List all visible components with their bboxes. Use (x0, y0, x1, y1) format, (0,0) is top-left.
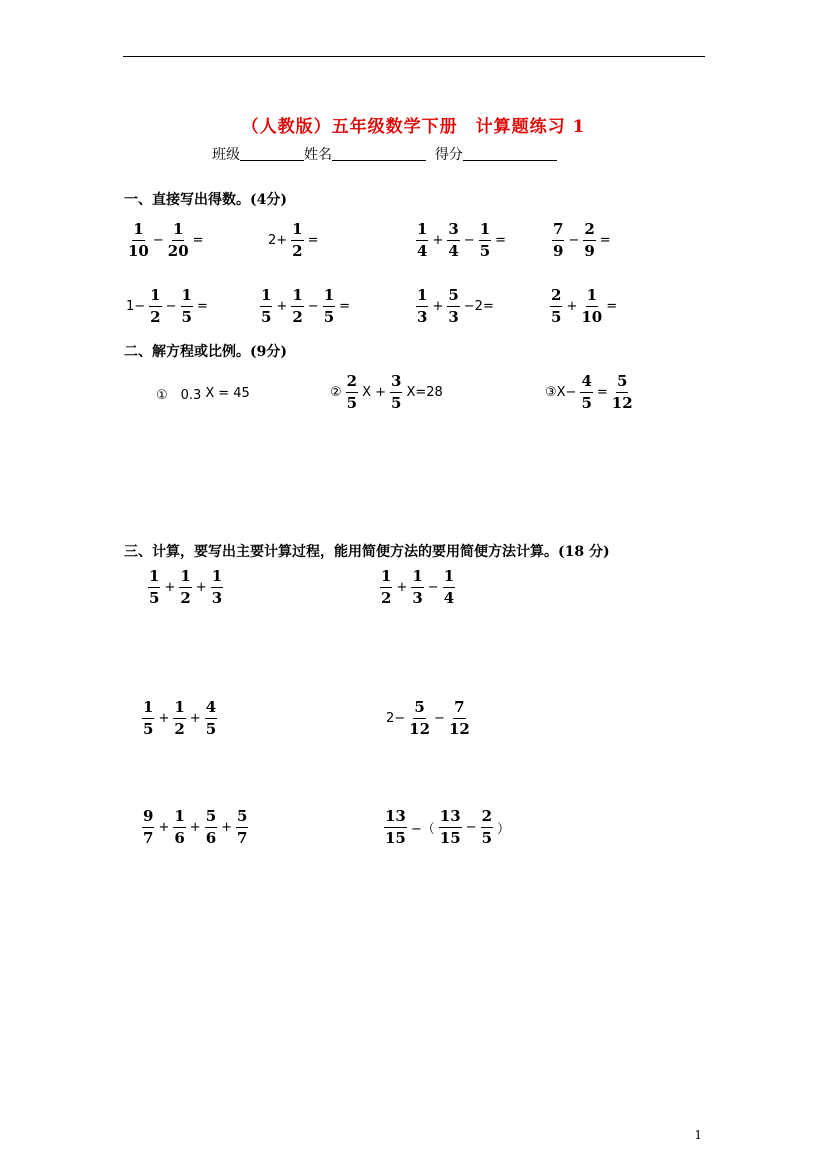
fraction-denominator: 12 (448, 720, 470, 738)
fraction (236, 809, 248, 846)
section1-expr (266, 222, 321, 259)
fraction-denominator: 10 (581, 308, 603, 326)
fraction-denominator: 10 (128, 242, 149, 260)
fraction-numerator: 1 (179, 569, 191, 588)
operator-text: = (599, 233, 611, 248)
calc-expr (382, 809, 512, 846)
fraction (380, 569, 392, 606)
section3-heading: 三、计算，要写出主要计算过程，能用简便方法的要用简便方法计算。(18 分) (124, 544, 610, 560)
section2-heading: 二、解方程或比例。(9分) (124, 344, 287, 360)
fraction (291, 222, 303, 259)
fraction-denominator: 5 (551, 308, 562, 326)
fraction-denominator: 20 (167, 242, 189, 260)
fraction-denominator: 4 (448, 242, 459, 260)
fraction (149, 288, 161, 325)
fraction-denominator: 3 (417, 308, 428, 326)
fraction-denominator: 6 (174, 829, 185, 847)
fraction-denominator: 4 (443, 589, 455, 607)
fraction-denominator: 2 (292, 242, 303, 260)
fraction-denominator: 3 (412, 589, 423, 607)
operator-text: + (189, 820, 201, 835)
calc-expr (140, 809, 250, 846)
fraction-numerator: 1 (148, 569, 160, 588)
fraction-numerator: 5 (205, 809, 217, 828)
operator-text: + (432, 299, 444, 314)
fraction-numerator: 4 (205, 700, 217, 719)
class-label: 班级 (212, 147, 240, 163)
fraction-numerator: 2 (481, 809, 493, 828)
fraction-denominator: 9 (553, 242, 564, 260)
fraction-numerator: 3 (390, 374, 402, 393)
fraction-numerator: 1 (211, 569, 223, 588)
fraction (443, 569, 455, 606)
fraction-denominator: 12 (409, 720, 431, 738)
fraction-numerator: 5 (447, 288, 459, 307)
operator-text: 1− (126, 299, 146, 314)
fraction-denominator: 15 (385, 829, 406, 847)
operator-text: ② (330, 385, 342, 400)
operator-text: = 45 (218, 386, 250, 401)
fraction-denominator: 5 (479, 242, 491, 260)
operator-text: − (465, 820, 477, 835)
fraction (411, 569, 423, 606)
section1-expr (124, 288, 210, 325)
fraction-denominator: 9 (584, 242, 595, 260)
page-number: 1 (694, 1128, 702, 1142)
fraction-denominator: 5 (149, 589, 160, 607)
equation-1 (154, 384, 252, 403)
section1-expr (550, 222, 613, 259)
section1-expr (126, 222, 206, 259)
fraction-denominator: 12 (611, 394, 633, 412)
fraction-numerator: 1 (380, 569, 392, 588)
fraction-numerator: 1 (132, 222, 144, 241)
operator-text: = (307, 233, 319, 248)
operator-text: = (192, 233, 204, 248)
calc-expr (384, 700, 472, 737)
operator-text: + (566, 299, 578, 314)
operator-text: 2− (386, 711, 406, 726)
fraction-numerator: 1 (323, 288, 335, 307)
fraction (168, 222, 189, 259)
section1-expr (414, 222, 508, 259)
operator-text: + (221, 820, 233, 835)
equation-3 (543, 374, 635, 411)
header-rule (123, 56, 705, 57)
fraction (447, 222, 459, 259)
operator-text: − (434, 711, 445, 726)
fraction (323, 288, 335, 325)
operator-text: Χ=28 (406, 385, 443, 400)
section1-heading: 一、直接写出得数。(4分) (124, 192, 287, 208)
operator-text: ） (497, 822, 511, 837)
fraction-numerator: 9 (142, 809, 154, 828)
fraction-numerator: 2 (346, 374, 358, 393)
fraction-numerator: 1 (586, 288, 598, 307)
operator-text: = (596, 385, 608, 400)
student-info-line (212, 144, 557, 164)
operator-text: + (189, 711, 201, 726)
fraction-denominator: 5 (143, 720, 154, 738)
operator-text: − (463, 233, 475, 248)
calc-expr (140, 700, 219, 737)
fraction-numerator: 1 (260, 288, 272, 307)
fraction (148, 569, 160, 606)
fraction-numerator: 1 (173, 700, 185, 719)
fraction (447, 288, 459, 325)
fraction-denominator: 5 (323, 308, 335, 326)
fraction-denominator: 5 (581, 394, 592, 412)
section1-expr (258, 288, 352, 325)
fraction (550, 288, 562, 325)
name-blank[interactable] (332, 146, 426, 161)
fraction (181, 288, 193, 325)
operator-text: − (568, 233, 580, 248)
fraction-numerator: 4 (580, 374, 592, 393)
fraction-numerator: 1 (172, 222, 184, 241)
operator-text: 2+ (268, 233, 288, 248)
fraction (552, 222, 564, 259)
operator-text: −2= (463, 299, 494, 314)
fraction (612, 374, 633, 411)
fraction (416, 222, 428, 259)
operator-text: Χ + (362, 385, 387, 400)
class-blank[interactable] (240, 146, 304, 161)
fraction-denominator: 2 (174, 720, 185, 738)
fraction-numerator: 1 (416, 288, 428, 307)
fraction (291, 288, 303, 325)
fraction-numerator: 5 (236, 809, 248, 828)
fraction (211, 569, 223, 606)
fraction (479, 222, 491, 259)
fraction-numerator: 13 (384, 809, 407, 828)
fraction-numerator: 1 (411, 569, 423, 588)
fraction (409, 700, 430, 737)
fraction-denominator: 15 (439, 829, 461, 847)
operator-text: + (276, 299, 288, 314)
fraction-numerator: 1 (149, 288, 161, 307)
fraction-numerator: 3 (447, 222, 459, 241)
operator-text: − (165, 299, 177, 314)
score-label: 得分 (434, 147, 463, 163)
operator-text: = (196, 299, 208, 314)
score-blank[interactable] (463, 146, 557, 161)
fraction-denominator: 4 (417, 242, 428, 260)
operator-text: ① 0.3 (156, 388, 202, 403)
fraction (439, 809, 462, 846)
fraction (142, 700, 154, 737)
fraction-denominator: 2 (381, 589, 392, 607)
fraction (384, 809, 407, 846)
fraction-numerator: 1 (181, 288, 193, 307)
fraction-numerator: 1 (416, 222, 428, 241)
fraction-denominator: 2 (180, 589, 191, 607)
operator-text: + (432, 233, 444, 248)
fraction (128, 222, 149, 259)
operator-text: ③Χ− (545, 385, 577, 400)
fraction-denominator: 2 (150, 308, 161, 326)
fraction (260, 288, 272, 325)
operator-text: = (606, 299, 618, 314)
operator-text: + (158, 820, 170, 835)
operator-text: Χ (205, 386, 215, 401)
operator-text: −（ (410, 822, 435, 837)
fraction-numerator: 5 (413, 700, 425, 719)
fraction-denominator: 5 (391, 394, 402, 412)
operator-text: = (339, 299, 351, 314)
operator-text: + (158, 711, 170, 726)
fraction (179, 569, 191, 606)
operator-text: = (495, 233, 507, 248)
fraction-numerator: 2 (550, 288, 562, 307)
fraction-denominator: 3 (448, 308, 459, 326)
operator-text: + (195, 580, 207, 595)
section1-expr (414, 288, 496, 325)
fraction (173, 700, 185, 737)
fraction-numerator: 1 (142, 700, 154, 719)
fraction (481, 809, 493, 846)
fraction (346, 374, 358, 411)
fraction-denominator: 5 (261, 308, 272, 326)
fraction-numerator: 13 (439, 809, 462, 828)
fraction-numerator: 7 (552, 222, 564, 241)
calc-expr (378, 569, 457, 606)
section1-expr (548, 288, 619, 325)
fraction (583, 222, 595, 259)
calc-expr (146, 569, 225, 606)
fraction-numerator: 1 (291, 288, 303, 307)
fraction-denominator: 5 (346, 394, 358, 412)
fraction-numerator: 1 (479, 222, 491, 241)
fraction-numerator: 5 (616, 374, 628, 393)
fraction-denominator: 7 (237, 829, 248, 847)
fraction (205, 809, 217, 846)
fraction-denominator: 5 (205, 720, 217, 738)
fraction (173, 809, 185, 846)
fraction-numerator: 1 (173, 809, 185, 828)
operator-text: − (152, 233, 164, 248)
fraction-numerator: 1 (443, 569, 455, 588)
fraction (580, 374, 592, 411)
fraction (390, 374, 402, 411)
fraction-numerator: 2 (583, 222, 595, 241)
fraction-denominator: 5 (181, 308, 192, 326)
operator-text: − (427, 580, 439, 595)
fraction-denominator: 7 (143, 829, 154, 847)
fraction (581, 288, 602, 325)
operator-text: + (396, 580, 408, 595)
name-label: 姓名 (304, 147, 332, 163)
fraction (142, 809, 154, 846)
fraction (205, 700, 217, 737)
fraction-numerator: 7 (453, 700, 465, 719)
fraction (449, 700, 470, 737)
fraction-denominator: 2 (292, 308, 303, 326)
fraction-denominator: 5 (481, 829, 492, 847)
operator-text: + (164, 580, 176, 595)
worksheet-title: （人教版）五年级数学下册 计算题练习 1 (241, 117, 586, 137)
operator-text: − (307, 299, 319, 314)
fraction (416, 288, 428, 325)
equation-2 (328, 374, 445, 411)
fraction-denominator: 6 (205, 829, 217, 847)
fraction-numerator: 1 (291, 222, 303, 241)
fraction-denominator: 3 (211, 589, 223, 607)
